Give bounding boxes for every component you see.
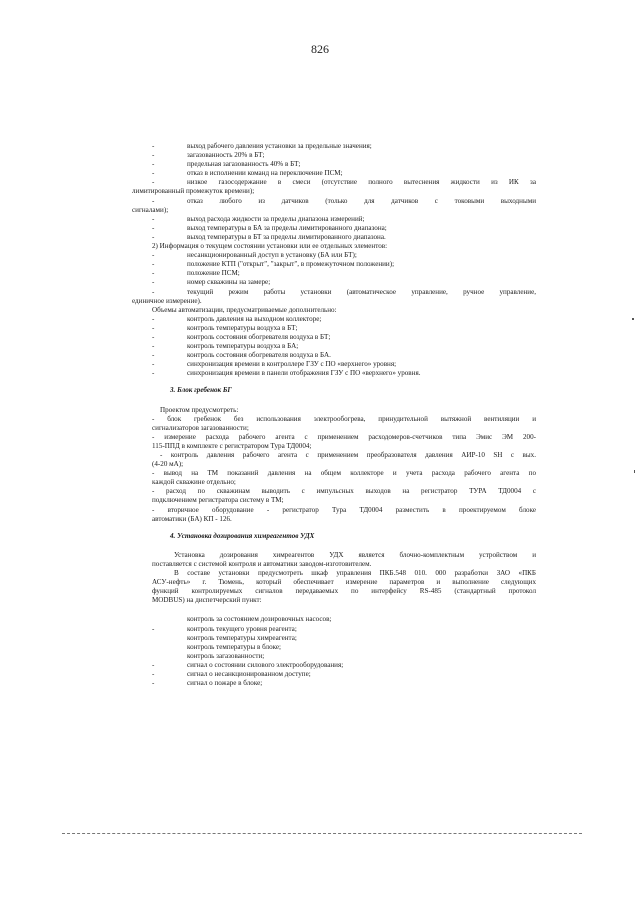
paragraph-line: 115-ППД в комплекте с регистратором Тура ТД0004; xyxy=(152,441,312,450)
paragraph-line: - измерение расхода рабочего агента с применением расходомеров-счетчиков типа Эмис ЭМ 200- xyxy=(152,432,536,441)
list-dash: - xyxy=(152,160,155,169)
paragraph-line: каждой скважине отдельно; xyxy=(152,478,236,487)
list-item: - отказ в исполнении команд на переключение ПСМ; xyxy=(152,169,343,178)
list-item: контроль температуры химреагента; xyxy=(187,633,297,642)
list-dash: - xyxy=(152,278,155,287)
section-heading: 4. Установка дозирования химреагентов УДХ xyxy=(170,531,315,540)
list-item: - контроль температуры воздуха в БА; xyxy=(152,342,299,351)
paragraph-line: Установка дозирования химреагентов УДХ является блочно-комплектным устройством и xyxy=(174,550,536,559)
paragraph-line: сигнализаторов загазованности; xyxy=(152,423,249,432)
info-intro: 2) Информация о текущем состоянии установки или ее отдельных элементов: xyxy=(152,242,388,251)
document-body xyxy=(132,142,536,688)
list-dash: - xyxy=(152,196,155,205)
list-item: - сигнал о несанкционированном доступе; xyxy=(152,669,311,678)
list-dash: - xyxy=(152,314,155,323)
list-item: - контроль состояния обогревателя воздуха в БТ; xyxy=(152,332,331,341)
list-dash: - xyxy=(152,178,155,187)
list-item: - выход температуры в БТ за пределы лимитированного диапазона. xyxy=(152,232,386,241)
list-dash: - xyxy=(152,232,155,241)
section-heading: 3. Блок гребенок БГ xyxy=(170,386,232,395)
scan-speck xyxy=(634,470,635,473)
list-dash: - xyxy=(152,332,155,341)
list-item: - синхронизация времени в контроллере ГЗУ с ПО «верхнего» уровня; xyxy=(152,360,397,369)
page-number: 826 xyxy=(311,42,329,56)
paragraph-line: АСУ-нефть» г. Тюмень, который обеспечивает измерение параметров и выполнение следующих xyxy=(152,578,536,587)
list-dash: - xyxy=(152,251,155,260)
list-item: - положение ПСМ; xyxy=(152,269,240,278)
list-item: - контроль состояния обогревателя воздуха в БА. xyxy=(152,351,331,360)
list-item-continuation: единичное измерение). xyxy=(132,296,202,305)
list-dash: - xyxy=(152,223,155,232)
list-dash: - xyxy=(152,624,155,633)
paragraph-line: функций контролируемых сигналов передаваемых по интерфейсу RS-485 (стандартный протокол xyxy=(152,587,536,596)
list-dash: - xyxy=(152,214,155,223)
list-item: - несанкционированный доступ в установку (БА или БТ); xyxy=(152,251,357,260)
scan-speck xyxy=(632,318,634,320)
automation-intro: Объемы автоматизации, предусматриваемые дополнительно: xyxy=(152,305,337,314)
list-dash: - xyxy=(152,287,155,296)
paragraph-line: - расход по скважинам выводить с импульсных выходов на регистратор ТУРА ТД0004 с xyxy=(152,487,536,496)
list-item: - контроль текущего уровня реагента; xyxy=(152,624,297,633)
paragraph-line: поставляется с системой контроля и автоматики заводом-изготовителем. xyxy=(152,559,372,568)
list-item: - текущий режим работы установки (автоматическое управление, ручное управление, xyxy=(152,287,536,296)
list-dash: - xyxy=(152,360,155,369)
list-item: контроль температуры в блоке; xyxy=(187,642,282,651)
paragraph-line: (4-20 мА); xyxy=(152,460,184,469)
list-item-continuation: сигналами); xyxy=(132,205,169,214)
list-item: - отказ любого из датчиков (только для датчиков с токовыми выходными xyxy=(152,196,536,205)
paragraph-line: - блок гребенок без использования электрообогрева, принудительной вытяжной вентиляции и xyxy=(152,414,536,423)
list-item: - положение КТП ("открыт", "закрыт", в промежуточном положении); xyxy=(152,260,395,269)
paragraph-line: - вторичное оборудование - регистратор Тура ТД0004 разместить в проектируемом блоке xyxy=(152,505,536,514)
paragraph-line: автоматики (БА) КП - 126. xyxy=(152,514,232,523)
list-item: - выход температуры в БА за пределы лимитированного диапазона; xyxy=(152,223,387,232)
list-item: - выход рабочего давления установки за предельные значения; xyxy=(152,142,372,150)
list-item: - низкое газосодержание в смеси (отсутствие полного вытеснения жидкости из ИК за xyxy=(152,178,536,187)
paragraph-line: MODBUS) на диспетчерский пункт: xyxy=(152,596,262,605)
list-dash: - xyxy=(152,369,155,378)
list-dash: - xyxy=(152,260,155,269)
list-item: контроль за состоянием дозировочных насосов; xyxy=(187,615,332,624)
list-item-continuation: лимитированный промежуток времени); xyxy=(132,187,255,196)
list-dash: - xyxy=(152,679,155,688)
list-dash: - xyxy=(152,342,155,351)
list-dash: - xyxy=(152,142,155,150)
list-dash: - xyxy=(152,151,155,160)
list-dash: - xyxy=(152,169,155,178)
list-item: - сигнал о пожаре в блоке; xyxy=(152,679,263,688)
paragraph-line: подключением регистратора систему в ТМ; xyxy=(152,496,284,505)
list-item: - контроль температуры воздуха в БТ; xyxy=(152,323,298,332)
list-item: - предельная загазованность 40% в БТ; xyxy=(152,160,301,169)
paragraph-line: - контроль давления рабочего агента с применением преобразователя давления АИР-10 SH с вых. xyxy=(160,451,536,459)
list-dash: - xyxy=(152,351,155,360)
paragraph-line: В составе установки предусмотреть шкаф управления ПКБ.548 010. 000 разработки ЗАО «ПКБ xyxy=(174,569,536,578)
scan-footer-line xyxy=(62,833,582,834)
list-item: - выход расхода жидкости за пределы диапазона измерений; xyxy=(152,214,365,223)
list-dash: - xyxy=(152,323,155,332)
list-dash: - xyxy=(152,269,155,278)
list-item: - номер скважины на замере; xyxy=(152,278,271,287)
list-dash: - xyxy=(152,669,155,678)
list-item: - загазованность 20% в БТ; xyxy=(152,151,265,160)
list-item: - синхронизация времени в панели отображения ГЗУ с ПО «верхнего» уровня. xyxy=(152,369,421,378)
list-item: - контроль давления на выходном коллекторе; xyxy=(152,314,322,323)
list-item: - сигнал о состоянии силового электрооборудования; xyxy=(152,660,344,669)
section-intro: Проектом предусмотреть: xyxy=(160,405,239,414)
list-dash: - xyxy=(152,660,155,669)
list-item: контроль загазованности; xyxy=(187,651,265,660)
paragraph-line: - вывод на ТМ показаний давления на общем коллекторе и учета расхода рабочего агента по xyxy=(152,469,536,478)
